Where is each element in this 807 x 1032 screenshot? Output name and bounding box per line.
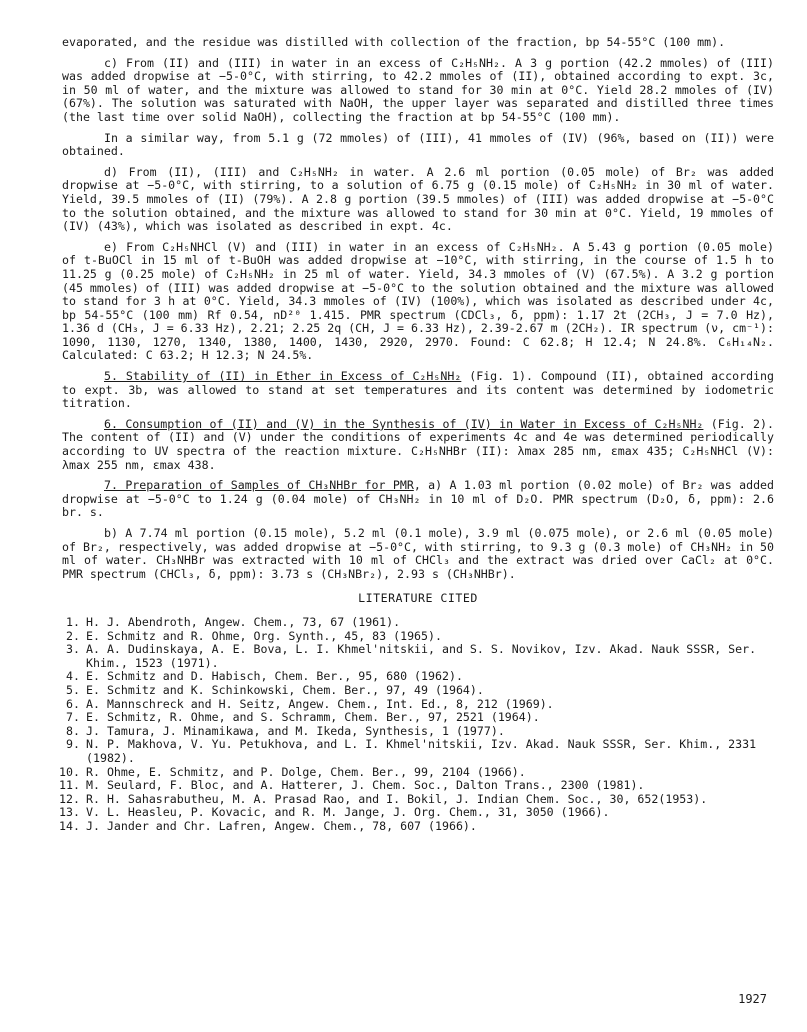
reference-item: 5. E. Schmitz and K. Schinkowski, Chem. Ber., 97, 49 (1964). — [66, 682, 484, 697]
paper-page — [59, 35, 775, 833]
section-7-b: b) A 7.74 ml portion (0.15 mole), 5.2 ml (0.1 mole), 3.9 ml (0.075 mole), or 2.6 ml (0.05 mole) of Br₂, respectively, was added dropwise at −5-0°C, with stirring, to 9.3 g (0.3 mole) of CH₃NH₂ in 50 ml of water. CH₃NHBr was extracted with 10 ml of CHCl₃ and the extract was dried over CaCl₂ at 0°C. PMR spectrum (CHCl₃, δ, ppm): 3.73 s (CH₃NBr₂), 2.93 s (CH₃NHBr). — [62, 526, 774, 581]
section-5-title: 5. Stability of (II) in Ether in Excess of C₂H₅NH₂ — [104, 369, 462, 384]
paragraph-expt-d: d) From (II), (III) and C₂H₅NH₂ in water. A 2.6 ml portion (0.05 mole) of Br₂ was added dropwise at −5-0°C, with stirring, to a solution of 6.75 g (0.15 mole) of C₂H₅NH₂ in 30 ml of water. Yield, 39.5 mmoles of (II) (79%). A 2.8 g portion (39.5 mmoles) of (III) was added dropwise at −5-0°C to the solution obtained, and the mixture was allowed to stand for 30 min at 0°C. Yield, 19 mmoles of (IV) (43%), which was isolated as described in expt. 4c. — [62, 164, 774, 234]
reference-item: 1. H. J. Abendroth, Angew. Chem., 73, 67 (1961). — [66, 614, 401, 629]
section-6 — [62, 418, 774, 472]
literature-heading: LITERATURE CITED — [358, 591, 478, 606]
section-5-body: (Fig. 1). Compound (II), obtained according to expt. 3b, was allowed to stand at set temperatures and its content was determined by iodometric titration. — [62, 369, 774, 411]
reference-item: 13. V. L. Heasleu, P. Kovacic, and R. M. Jange, J. Org. Chem., 31, 3050 (1966). — [59, 805, 610, 820]
section-7-body: , a) A 1.03 ml portion (0.02 mole) of Br₂ was added dropwise at −5-0°C to 1.24 g (0.04 mole) of CH₃NH₂ in 10 ml of D₂O. PMR spectrum (D₂O, δ, ppm): 2.6 br. s. — [62, 478, 775, 520]
reference-item: 6. A. Mannschreck and H. Seitz, Angew. Chem., Int. Ed., 8, 212 (1969). — [66, 696, 554, 711]
paragraph-expt-e: e) From C₂H₅NHCl (V) and (III) in water in an excess of C₂H₅NH₂. A 5.43 g portion (0.05 mole) of t-BuOCl in 15 ml of t-BuOH was added dropwise at −10°C, with stirring, in the course of 1.5 h to 11.25 g (0.25 mole) of C₂H₅NH₂ in 25 ml of water. Yield, 34.3 mmoles of (V) (67.5%). A 3.2 g portion (45 mmoles) of (III) was added dropwise at −5-0°C to the solution obtained and the mixture was allowed to stand for 3 h at 0°C. Yield, 34.3 mmoles of (IV) (100%), which was isolated as described under 4c, bp 54-55°C (100 mm) Rf 0.54, nD²⁰ 1.415. PMR spectrum (CDCl₃, δ, ppm): 1.17 2t (2CH₃, J = 7.0 Hz), 1.36 d (CH₃, J = 6.33 Hz), 2.21; 2.25 2q (CH, J = 6.33 Hz), 2.39-2.67 m (2CH₂). IR spectrum (ν, cm⁻¹): 1090, 1130, 1270, 1340, 1380, 1400, 1430, 2920, 2970. Found: C 62.8; H 12.4; N 24.8%. C₆H₁₄N₂. Calculated: C 63.2; H 12.3; N 24.5%. — [62, 239, 774, 363]
reference-item: 3. A. A. Dudinskaya, A. E. Bova, L. I. Khmel'nitskii, and S. S. Novikov, Izv. Akad. Nauk SSSR, Ser. Khim., 1523 (1971). — [66, 642, 757, 670]
section-6-title: 6. Consumption of (II) and (V) in the Synthesis of (IV) in Water in Excess of C₂H₅NH₂ — [104, 416, 704, 431]
reference-item: 10. R. Ohme, E. Schmitz, and P. Dolge, Chem. Ber., 99, 2104 (1966). — [59, 764, 526, 779]
reference-list — [59, 614, 774, 834]
reference-item: 12. R. H. Sahasrabutheu, M. A. Prasad Rao, and I. Bokil, J. Indian Chem. Soc., 30, 652(1953). — [59, 791, 708, 806]
reference-item: 14. J. Jander and Chr. Lafren, Angew. Chem., 78, 607 (1966). — [59, 818, 477, 833]
section-7 — [62, 479, 774, 520]
reference-item: 4. E. Schmitz and D. Habisch, Chem. Ber., 95, 680 (1962). — [66, 669, 463, 684]
paragraph-continuation: evaporated, and the residue was distilled with collection of the fraction, bp 54-55°C (100 mm). — [62, 35, 726, 49]
section-5 — [62, 370, 774, 411]
paragraph-similar-way: In a similar way, from 5.1 g (72 mmoles) of (III), 41 mmoles of (IV) (96%, based on (II)) were obtained. — [62, 130, 774, 159]
reference-item: 9. N. P. Makhova, V. Yu. Petukhova, and L. I. Khmel'nitskii, Izv. Akad. Nauk SSSR, Ser. Khim., 2331 (1982). — [66, 737, 757, 765]
page-number: 1927 — [738, 992, 767, 1006]
reference-item: 11. M. Seulard, F. Bloc, and A. Hatterer, J. Chem. Soc., Dalton Trans., 2300 (1981). — [59, 778, 645, 793]
reference-item: 2. E. Schmitz and R. Ohme, Org. Synth., 45, 83 (1965). — [66, 628, 442, 643]
section-7-title: 7. Preparation of Samples of CH₃NHBr for PMR — [104, 478, 414, 493]
reference-item: 8. J. Tamura, J. Minamikawa, and M. Ikeda, Synthesis, 1 (1977). — [66, 723, 505, 738]
reference-item: 7. E. Schmitz, R. Ohme, and S. Schramm, Chem. Ber., 97, 2521 (1964). — [66, 710, 540, 725]
paragraph-expt-c: c) From (II) and (III) in water in an excess of C₂H₅NH₂. A 3 g portion (42.2 mmoles) of (III) was added dropwise at −5-0°C, with stirring, to 42.2 mmoles of (II), obtained according to expt. 3c, in 50 ml of water, and the mixture was allowed to stand for 30 min at 0°C. Yield 28.2 mmoles of (IV) (67%). The solution was saturated with NaOH, the upper layer was separated and distilled three times (the last time over solid NaOH), collecting the fraction at bp 54-55°C (100 mm). — [62, 55, 774, 124]
section-6-body: (Fig. 2). The content of (II) and (V) under the conditions of experiments 4c and 4e was determined periodically according to UV spectra of the reaction mixture. C₂H₅NHBr (II): λmax 285 nm, εmax 435; C₂H₅NHCl (V): λmax 255 nm, εmax 438. — [62, 416, 774, 472]
